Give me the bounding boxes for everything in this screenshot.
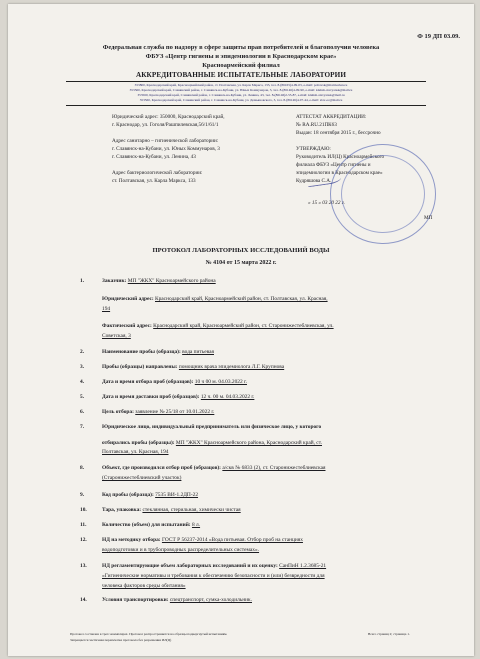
item-value: ГОСТ Р 56237-2014 «Вода питьевая. Отбор проб на станциях — [161, 537, 303, 543]
item-label: НД на методику отбора: — [102, 537, 161, 543]
item-value: 194 — [102, 306, 111, 312]
list-item — [80, 379, 247, 385]
address-line: Адрес санитарно – гигиенической лаборатории: — [112, 138, 219, 144]
lab-address-3: 353560, Краснодарский край, Славянский район, г. Славянск-на-Кубани, ул. Ленина, 43, тел. 8-(86146)2-55-87, e-mail: kiuhsh-slavyansk@mail.ru — [137, 93, 345, 97]
approval-date: « 15 » 03 20 22 г. — [308, 200, 345, 206]
lab-address-2: 353560, Краснодарский край, Славянский район, г. Славянск-на-Кубани, ул. Юных Коммунаров, 3, тел. 8-(86146)4-09-90, e-mail: kiuhsh-slavyansk@mail.ru — [129, 88, 353, 92]
item-value: СанПиН 1.2.3685-21 — [279, 563, 327, 569]
item-number: 7. — [80, 424, 85, 430]
item-value: (Старонижестеблиевский участок) — [102, 475, 182, 481]
item-label: Дата и время доставки проб (образцов): — [102, 394, 200, 400]
org-agency: Федеральная служба по надзору в сфере защиты прав потребителей и благополучия человека — [102, 44, 380, 51]
list-item — [102, 441, 322, 446]
item-number: 10. — [80, 507, 87, 513]
item-label: Код пробы (образца): — [102, 492, 154, 498]
item-value: МП "ЖКХ" Красноармейского района, Краснодарский край, ст. — [175, 440, 322, 446]
accreditation-line: Выдан: 18 сентября 2015 г., бессрочно — [296, 130, 381, 136]
item-label: Юридическое лицо, индивидуальный предприниматель или физическое лицо, у которого — [102, 424, 322, 430]
item-number: 13. — [80, 563, 87, 569]
list-item — [80, 492, 199, 498]
item-value: а/скв № 6833 (2), ст. Старонижестеблиевская — [222, 465, 326, 471]
approval-line: филиала ФБУЗ «Центр гигиены и — [296, 162, 371, 168]
list-item — [102, 297, 328, 302]
protocol-title: ПРОТОКОЛ ЛАБОРАТОРНЫХ ИССЛЕДОВАНИЙ ВОДЫ — [152, 247, 330, 254]
item-value: МП "ЖКХ" Красноармейского района — [127, 278, 216, 284]
item-label: Фактический адрес: — [102, 323, 152, 329]
item-label: Дата и время отбора проб (образцов): — [102, 379, 194, 385]
org-labs-heading: АККРЕДИТОВАННЫЕ ИСПЫТАТЕЛЬНЫЕ ЛАБОРАТОРИИ — [135, 71, 347, 79]
item-label: НД регламентирующие объем лабораторных исследований и их оценку: — [102, 563, 278, 569]
list-item — [80, 278, 216, 284]
item-number: 14. — [80, 597, 87, 603]
item-value: вода питьевая — [182, 349, 214, 355]
list-item — [80, 394, 255, 400]
address-line: г. Славянск-на-Кубани, ул. Юных Коммунаров, 3 — [112, 146, 220, 152]
org-branch: Красноармейский филиал — [202, 62, 280, 69]
list-item — [80, 522, 201, 528]
item-label: Пробы (образцы) направлены: — [102, 364, 178, 370]
item-label: Цель отбора: — [102, 409, 134, 415]
item-label: Условия транспортировки: — [102, 597, 169, 603]
item-value: Краснодарский край, Красноармейский район, ст. Полтавская, ул. Красная, — [155, 296, 328, 302]
item-value: 12 ч. 00 м. 04.03.2022 г. — [200, 394, 255, 400]
list-item — [102, 324, 334, 329]
list-item — [102, 574, 325, 579]
list-item — [80, 409, 215, 415]
list-item — [80, 597, 252, 603]
list-item — [80, 537, 303, 543]
address-line: Юридический адрес: 350000, Краснодарский край, — [112, 114, 225, 120]
item-value: помощник врача эпидемиолога Л.Г. Крупнова — [178, 364, 285, 370]
lab-address-4: 353560, Краснодарский край, Славянский район, г. Славянск-на-Кубани, ул. Демьяновского, 3, тел. 8-(86146)4-07-44, e-mail: slav-ec@mail.ru — [139, 98, 343, 102]
list-item — [80, 424, 322, 430]
item-label: Наименование пробы (образца): — [102, 349, 181, 355]
item-value: «Гигиенические нормативы и требования к обеспечению безопасности и (или) безвредности для — [102, 573, 325, 579]
item-value: стеклянная, стерильная, химически чистая — [142, 507, 241, 513]
item-value: 7535 ВИ-1.2ДП-22 — [155, 492, 199, 498]
item-label: Объект, где производился отбор проб (образцов): — [102, 465, 221, 471]
item-value: заявление № 25/18 от 10.01.2022 г. — [135, 409, 215, 415]
item-value: человека факторов среды обитания» — [102, 583, 186, 589]
item-number: 11. — [80, 522, 87, 528]
item-value: Краснодарский край, Красноармейский район, ст. Старонижестеблиевская, ул. — [153, 323, 334, 329]
item-number: 3. — [80, 364, 85, 370]
approval-line: Кудряшова С.А. — [296, 178, 332, 184]
protocol-number: № 4104 от 15 марта 2022 г. — [205, 260, 277, 266]
approval-line: Руководитель ИЛ(Ц) Красноармейского — [296, 154, 385, 160]
list-item — [102, 450, 169, 455]
item-value: водоподготовки и в трубопроводных распределительных системах». — [102, 547, 260, 553]
header-divider-top — [66, 81, 426, 82]
list-item — [80, 563, 327, 569]
item-number: 9. — [80, 492, 85, 498]
lab-address-1: 353800, Краснодарский край, Красноармейский район, ст. Полтавская, ул. Карла Маркса, 133, тел. 8-(86165)4-09-03, e-mail: poltavsk@mail.kuban.ru — [134, 83, 348, 87]
approval-line: эпидемиологии в Краснодарском крае» — [296, 170, 383, 176]
address-line: г. Краснодар, ул. Гоголя/Рашпилевская,56/1/61/1 — [112, 122, 219, 128]
item-value: Полтавская, ул. Красная, 194 — [102, 449, 169, 455]
item-number: 6. — [80, 409, 85, 415]
item-number: 1. — [80, 278, 85, 284]
list-item — [102, 584, 186, 589]
item-label: Количество (объем) для испытаний: — [102, 522, 191, 528]
list-item — [80, 364, 285, 370]
official-stamp — [330, 144, 436, 244]
item-value: Советская, 3 — [102, 333, 131, 339]
header-divider-bottom — [66, 105, 426, 106]
approval-line: УТВЕРЖДАЮ: — [296, 146, 331, 152]
list-item — [102, 307, 110, 312]
page-count: Всего страниц 2; страница 1. — [368, 632, 410, 636]
list-item — [102, 476, 181, 481]
footer-note: Протокол составлен в трех экземплярах. Протокол распространяется на образцы подвергнутый испытаниям. — [70, 632, 228, 636]
address-line: ст. Полтавская, ул. Карла Маркса, 133 — [112, 178, 196, 184]
org-center: ФБУЗ «Центр гигиены и эпидемиологии в Краснодарском крае» — [145, 53, 337, 60]
item-value: 8 л. — [191, 522, 201, 528]
stamp-label: МП — [424, 215, 433, 221]
item-number: 2. — [80, 349, 85, 355]
item-label: отбирались пробы (образцы): — [102, 440, 175, 446]
item-value: 10 ч 00 м. 04.03.2022 г. — [194, 379, 247, 385]
form-number: Ф 19 ДП 03.09. — [417, 33, 460, 40]
item-number: 8. — [80, 465, 85, 471]
list-item — [80, 507, 241, 513]
list-item — [80, 349, 214, 355]
item-label: Юридический адрес: — [102, 296, 154, 302]
list-item — [80, 465, 326, 471]
item-number: 12. — [80, 537, 87, 543]
accreditation-line: АТТЕСТАТ АККРЕДИТАЦИИ: — [296, 114, 367, 120]
address-line: Адрес бактериологической лаборатории: — [112, 170, 203, 176]
item-number: 4. — [80, 379, 85, 385]
address-line: г. Славянск-на-Кубани, ул. Ленина, 43 — [112, 154, 196, 160]
item-number: 5. — [80, 394, 85, 400]
document-page — [8, 4, 474, 656]
item-label: Тара, упаковка: — [102, 507, 142, 513]
accreditation-line: № RA.RU.21ПК63 — [296, 122, 337, 128]
item-value: спецтранспорт, сумка-холодильник. — [169, 597, 252, 603]
item-label: Заказчик: — [102, 278, 127, 284]
list-item — [102, 548, 259, 553]
list-item — [102, 334, 131, 339]
footer-note: Запрещается частичная перепечатка протокола без разрешения ИЛ(Ц) — [70, 638, 172, 642]
